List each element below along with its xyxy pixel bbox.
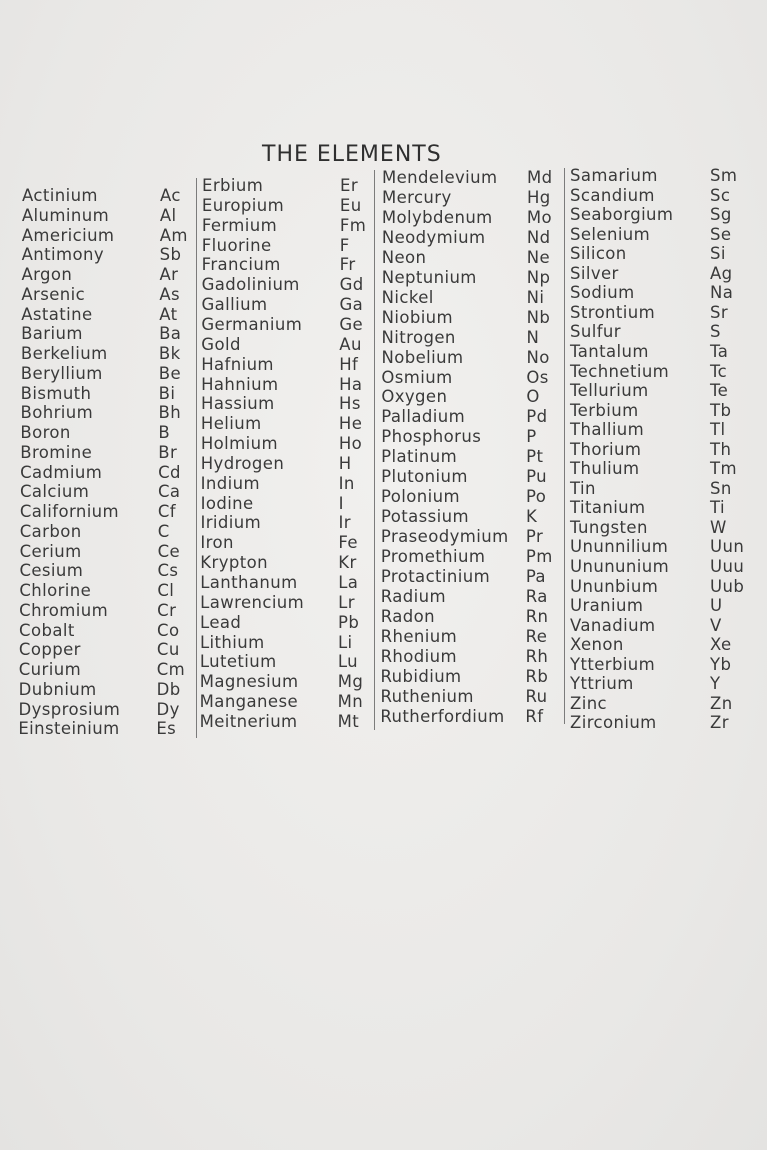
element-symbol: K xyxy=(525,507,538,527)
element-name: Arsenic xyxy=(21,284,86,304)
element-symbol: H xyxy=(338,453,352,473)
element-name: Neon xyxy=(381,247,427,267)
element-symbol: Hf xyxy=(339,354,359,374)
element-symbol: Lu xyxy=(337,652,359,672)
element-symbol: Ge xyxy=(339,314,364,334)
element-name: Sodium xyxy=(570,283,635,303)
element-name: Lawrencium xyxy=(200,592,305,612)
element-name: Ytterbium xyxy=(570,654,656,674)
element-name: Fermium xyxy=(201,215,278,235)
element-name: Carbon xyxy=(19,521,82,541)
element-symbol: Es xyxy=(156,719,177,739)
element-name: Manganese xyxy=(199,692,299,712)
element-symbol: Th xyxy=(710,439,732,459)
element-symbol: Sn xyxy=(710,478,732,498)
element-symbol: Na xyxy=(710,283,734,303)
element-symbol: Be xyxy=(158,363,182,383)
element-symbol: Sr xyxy=(710,302,729,322)
element-symbol: Ru xyxy=(525,686,548,706)
element-symbol: Bi xyxy=(158,383,176,403)
element-symbol: Y xyxy=(710,674,721,694)
element-name: Iron xyxy=(200,533,234,553)
element-symbol: Ce xyxy=(157,541,181,561)
element-name: Potassium xyxy=(380,507,469,527)
element-name: Tin xyxy=(570,478,596,498)
element-name: Praseodymium xyxy=(380,527,509,547)
element-name: Americium xyxy=(21,225,115,245)
element-symbol: Co xyxy=(157,620,180,640)
element-symbol: Ac xyxy=(160,186,181,205)
element-name: Radium xyxy=(380,586,446,606)
element-name: Bromine xyxy=(20,442,93,462)
element-name: Molybdenum xyxy=(381,207,493,227)
element-symbol: I xyxy=(338,493,344,513)
element-symbol: Xe xyxy=(710,635,732,655)
element-name: Beryllium xyxy=(20,363,103,383)
element-symbol: Uun xyxy=(710,537,745,557)
element-symbol: Se xyxy=(710,224,732,244)
element-symbol: Sg xyxy=(710,205,732,225)
element-name: Nickel xyxy=(381,287,434,307)
element-symbol: Pt xyxy=(526,447,544,467)
element-symbol: He xyxy=(338,414,363,434)
element-name: Fluorine xyxy=(201,235,272,255)
element-symbol: At xyxy=(159,304,178,324)
element-name: Hassium xyxy=(201,394,275,414)
element-name: Curium xyxy=(18,660,82,679)
element-symbol: Cu xyxy=(156,640,180,660)
element-name: Helium xyxy=(200,414,262,434)
element-symbol: Bh xyxy=(158,403,182,423)
element-symbol: Ir xyxy=(338,513,351,533)
element-symbol: Hs xyxy=(339,394,361,414)
element-name: Promethium xyxy=(380,547,486,567)
element-symbol: Pa xyxy=(525,567,546,586)
element-name: Cadmium xyxy=(20,462,103,482)
element-name: Selenium xyxy=(570,224,651,244)
element-name: Mercury xyxy=(381,187,452,207)
element-name: Uranium xyxy=(570,596,644,616)
element-symbol: Zn xyxy=(710,693,733,713)
element-name: Polonium xyxy=(381,487,460,507)
element-symbol: Mt xyxy=(337,711,360,731)
element-symbol: Eu xyxy=(339,195,362,215)
element-symbol: V xyxy=(710,615,722,635)
element-name: Strontium xyxy=(570,302,656,322)
element-name: Erbium xyxy=(202,176,264,195)
element-symbol: B xyxy=(158,423,171,442)
element-symbol: Sm xyxy=(710,166,738,185)
element-symbol: Dy xyxy=(156,699,180,719)
element-symbol: As xyxy=(159,284,181,304)
element-name: Sulfur xyxy=(570,322,621,342)
element-name: Bismuth xyxy=(20,383,92,403)
element-symbol: N xyxy=(526,327,540,347)
element-name: Terbium xyxy=(570,400,639,420)
element-symbol: Cr xyxy=(157,600,177,620)
element-symbol: U xyxy=(710,596,723,616)
element-name: Lithium xyxy=(199,632,265,652)
element-name: Cerium xyxy=(19,541,82,561)
element-name: Boron xyxy=(20,423,71,442)
element-name: Radon xyxy=(380,606,435,626)
element-symbol: Er xyxy=(340,176,359,195)
element-symbol: Yb xyxy=(710,654,732,674)
column-divider xyxy=(374,170,375,730)
element-name: Zinc xyxy=(570,693,608,713)
element-name: Tellurium xyxy=(570,381,649,401)
element-name: Krypton xyxy=(200,553,268,573)
element-symbol: P xyxy=(526,427,537,447)
element-symbol: Cd xyxy=(158,462,181,482)
element-symbol: Os xyxy=(526,367,549,387)
element-symbol: Pu xyxy=(526,467,548,487)
element-symbol: Re xyxy=(525,626,548,646)
element-symbol: In xyxy=(338,473,355,493)
element-symbol: Pd xyxy=(526,407,548,427)
element-symbol: Rf xyxy=(525,706,544,726)
element-symbol: Au xyxy=(339,334,362,354)
element-name: Samarium xyxy=(570,166,658,185)
element-name: Neptunium xyxy=(381,267,477,287)
element-name: Scandium xyxy=(570,185,655,205)
element-symbol: Kr xyxy=(338,553,357,573)
element-symbol: Ho xyxy=(338,434,363,454)
element-name: Tungsten xyxy=(570,517,648,537)
element-name: Thulium xyxy=(570,459,640,479)
element-name: Lead xyxy=(200,612,242,632)
element-symbol: Rh xyxy=(525,646,549,666)
element-symbol: Ag xyxy=(710,263,733,283)
element-name: Astatine xyxy=(21,304,93,324)
element-name: Dubnium xyxy=(18,679,97,699)
element-symbol: Hg xyxy=(526,187,551,207)
element-symbol: Pm xyxy=(525,547,553,567)
element-name: Titanium xyxy=(570,498,646,518)
element-symbol: Fr xyxy=(339,255,356,275)
element-name: Xenon xyxy=(570,635,624,655)
element-name: Nitrogen xyxy=(381,327,456,347)
element-name: Tantalum xyxy=(570,341,649,361)
element-symbol: Tc xyxy=(710,361,728,381)
element-name: Lutetium xyxy=(199,652,277,672)
element-symbol: Si xyxy=(710,244,726,264)
element-symbol: Ga xyxy=(339,295,364,315)
element-name: Antimony xyxy=(21,245,104,265)
element-name: Protactinium xyxy=(380,567,491,586)
element-symbol: Te xyxy=(710,381,729,401)
element-name: Seaborgium xyxy=(570,205,674,225)
element-name: Germanium xyxy=(201,314,303,334)
element-name: Thorium xyxy=(570,439,642,459)
element-symbol: Al xyxy=(159,205,177,225)
element-name: Copper xyxy=(18,640,81,660)
element-symbol: Cm xyxy=(156,660,186,679)
element-name: Vanadium xyxy=(570,615,656,635)
element-name: Californium xyxy=(19,502,120,521)
element-name: Silicon xyxy=(570,244,627,264)
element-symbol: Md xyxy=(527,168,553,187)
element-name: Rhodium xyxy=(380,646,457,666)
element-symbol: Sc xyxy=(710,185,731,205)
element-symbol: Tb xyxy=(710,400,732,420)
element-name: Hahnium xyxy=(201,374,279,394)
element-name: Aluminum xyxy=(21,205,110,225)
element-name: Chromium xyxy=(19,600,109,620)
element-symbol: Mg xyxy=(337,672,364,692)
element-name: Calcium xyxy=(19,482,90,502)
element-name: Dysprosium xyxy=(18,699,121,719)
element-symbol: Fm xyxy=(339,215,367,235)
element-name: Yttrium xyxy=(570,674,634,694)
element-name: Argon xyxy=(21,265,73,284)
element-name: Plutonium xyxy=(381,467,468,487)
element-symbol: Ti xyxy=(710,498,725,518)
element-symbol: Zr xyxy=(710,713,729,733)
element-symbol: Bk xyxy=(158,344,181,363)
element-name: Platinum xyxy=(381,447,458,467)
element-symbol: Br xyxy=(158,442,178,462)
element-symbol: Cs xyxy=(157,561,179,581)
element-symbol: Tm xyxy=(710,459,737,479)
element-name: Einsteinium xyxy=(18,719,120,739)
element-symbol: Ra xyxy=(525,586,548,606)
element-name: Indium xyxy=(200,473,260,493)
element-name: Phosphorus xyxy=(381,427,482,447)
element-name: Thallium xyxy=(570,420,645,440)
element-symbol: O xyxy=(526,387,540,407)
element-symbol: Np xyxy=(526,267,551,287)
element-name: Osmium xyxy=(381,367,453,387)
element-symbol: Cl xyxy=(157,581,175,600)
element-name: Gallium xyxy=(201,295,268,315)
element-name: Rhenium xyxy=(380,626,458,646)
element-name: Holmium xyxy=(200,434,278,454)
element-name: Niobium xyxy=(381,307,454,327)
element-name: Cesium xyxy=(19,561,84,581)
element-symbol: Uub xyxy=(710,576,745,596)
element-symbol: Ha xyxy=(339,374,363,394)
element-name: Cobalt xyxy=(19,620,75,640)
element-name: Rutherfordium xyxy=(380,706,505,726)
element-symbol: Li xyxy=(337,632,353,652)
element-name: Technetium xyxy=(570,361,670,381)
element-symbol: F xyxy=(339,235,350,255)
element-name: Silver xyxy=(570,263,619,283)
element-name: Palladium xyxy=(381,407,466,427)
element-symbol: W xyxy=(710,517,727,537)
element-symbol: Rb xyxy=(525,666,549,686)
element-name: Hydrogen xyxy=(200,453,285,473)
element-name: Iodine xyxy=(200,493,254,513)
element-symbol: La xyxy=(338,573,359,592)
element-symbol: Am xyxy=(159,225,188,245)
element-symbol: Gd xyxy=(339,275,364,295)
element-symbol: Ta xyxy=(710,341,729,361)
element-name: Meitnerium xyxy=(199,711,298,731)
column-divider xyxy=(196,178,197,738)
element-name: Gadolinium xyxy=(201,275,300,295)
element-symbol: Cf xyxy=(157,502,176,521)
element-name: Ununbium xyxy=(570,576,659,596)
element-name: Oxygen xyxy=(381,387,448,407)
element-symbol: No xyxy=(526,347,550,367)
element-name: Actinium xyxy=(22,186,98,205)
element-name: Nobelium xyxy=(381,347,464,367)
element-name: Lanthanum xyxy=(200,573,298,592)
element-name: Berkelium xyxy=(20,344,108,363)
element-symbol: S xyxy=(710,322,721,342)
element-name: Iridium xyxy=(200,513,262,533)
element-symbol: Mo xyxy=(526,207,553,227)
element-symbol: Uuu xyxy=(710,557,745,576)
element-name: Barium xyxy=(21,324,83,344)
element-name: Mendelevium xyxy=(382,168,498,187)
element-name: Chlorine xyxy=(19,581,92,600)
element-name: Neodymium xyxy=(381,227,486,247)
element-name: Zirconium xyxy=(570,713,657,733)
element-symbol: Pb xyxy=(338,612,360,632)
element-name: Ruthenium xyxy=(380,686,474,706)
page-title: THE ELEMENTS xyxy=(262,142,442,167)
element-symbol: Ca xyxy=(157,482,181,502)
element-symbol: C xyxy=(157,521,170,541)
element-name: Francium xyxy=(201,255,281,275)
column-divider xyxy=(564,168,565,724)
element-name: Unununium xyxy=(570,557,670,576)
element-name: Ununnilium xyxy=(570,537,669,557)
element-name: Magnesium xyxy=(199,672,299,692)
element-symbol: Ar xyxy=(159,265,179,284)
element-symbol: Db xyxy=(156,679,181,699)
element-symbol: Po xyxy=(526,487,547,507)
element-symbol: Nd xyxy=(526,227,551,247)
element-symbol: Sb xyxy=(159,245,182,265)
element-symbol: Pr xyxy=(525,527,544,547)
element-symbol: Lr xyxy=(338,592,355,612)
element-name: Bohrium xyxy=(20,403,94,423)
element-symbol: Rn xyxy=(525,606,549,626)
element-symbol: Nb xyxy=(526,307,551,327)
element-symbol: Ni xyxy=(526,287,545,307)
element-name: Gold xyxy=(201,334,241,354)
element-symbol: Ne xyxy=(526,247,551,267)
element-name: Hafnium xyxy=(201,354,274,374)
element-name: Europium xyxy=(201,195,285,215)
element-symbol: Fe xyxy=(338,533,358,553)
element-name: Rubidium xyxy=(380,666,462,686)
element-symbol: Tl xyxy=(710,420,726,440)
element-symbol: Mn xyxy=(337,692,364,712)
element-symbol: Ba xyxy=(159,324,182,344)
